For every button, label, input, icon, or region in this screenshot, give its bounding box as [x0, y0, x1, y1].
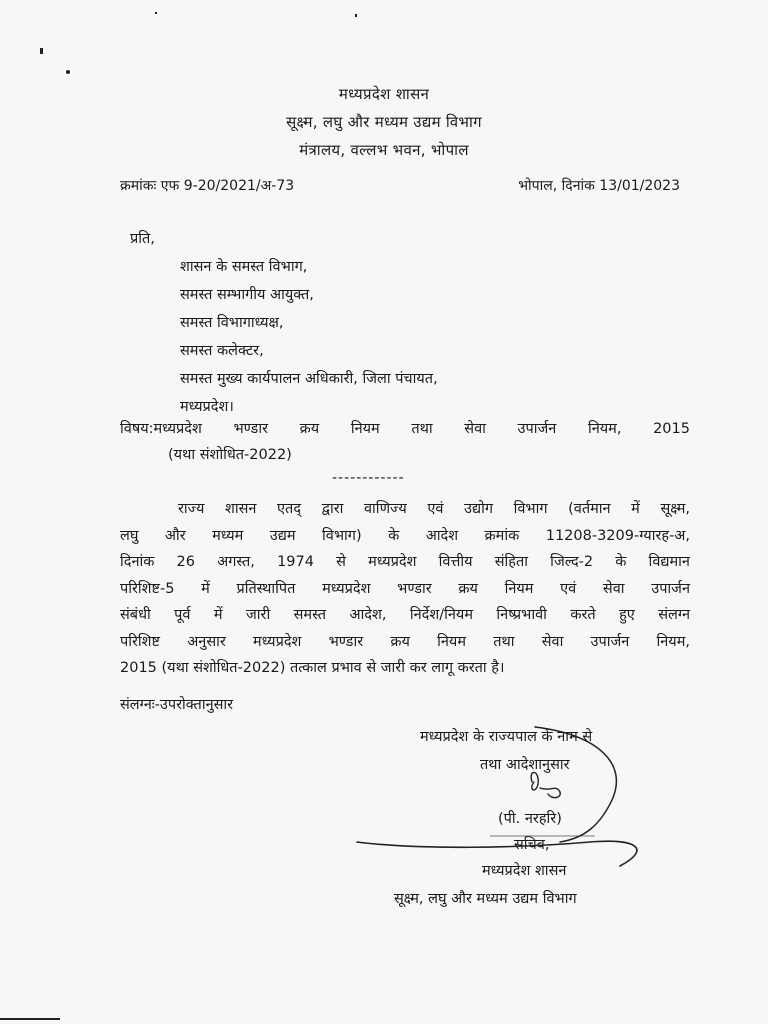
scan-speck [355, 14, 357, 17]
scan-speck [40, 48, 43, 54]
header-government: मध्यप्रदेश शासन [338, 85, 430, 103]
recipient-item: समस्त मुख्य कार्यपालन अधिकारी, जिला पंचायत, [180, 371, 438, 387]
scan-speck [155, 12, 157, 14]
signatory-office: मध्यप्रदेश शासन [482, 863, 567, 879]
recipient-list [180, 253, 438, 421]
recipient-item: समस्त कलेक्टर, [180, 343, 264, 359]
body-line: परिशिष्ट-5 में प्रतिस्थापित मध्यप्रदेश भण्डार क्रय नियम एवं सेवा उपार्जन [120, 580, 690, 597]
subject-amendment: (यथा संशोधित-2022) [168, 447, 292, 463]
body-line: लघु और मध्यम उद्यम विभाग) के आदेश क्रमांक 11208-3209-ग्यारह-अ, [120, 527, 690, 544]
subject-line: विषय:मध्यप्रदेश भण्डार क्रय नियम तथा सेवा उपार्जन नियम, 2015 [120, 421, 690, 437]
enclosure-note: संलग्नः-उपरोक्तानुसार [120, 697, 234, 713]
divider: ------------ [332, 470, 405, 486]
signatory-name: (पी. नरहरि) [498, 811, 562, 827]
recipient-item: मध्यप्रदेश। [180, 399, 234, 415]
body-line: राज्य शासन एतद् द्वारा वाणिज्य एवं उद्योग विभाग (वर्तमान में सूक्ष्म, [178, 501, 690, 517]
signature-order: तथा आदेशानुसार [480, 757, 570, 773]
letter-header [0, 80, 768, 164]
recipient-item: समस्त विभागाध्यक्ष, [180, 315, 284, 331]
body-line: परिशिष्ट अनुसार मध्यप्रदेश भण्डार क्रय नियम तथा सेवा उपार्जन नियम, [120, 633, 690, 650]
header-address: मंत्रालय, वल्लभ भवन, भोपाल [299, 141, 469, 159]
subject [120, 416, 690, 468]
letter-body [120, 496, 690, 682]
recipient-item: समस्त सम्भागीय आयुक्त, [180, 287, 314, 303]
to-label: प्रति, [130, 231, 155, 247]
signature-authority: मध्यप्रदेश के राज्यपाल के नाम से [420, 729, 593, 745]
scan-edge [0, 1018, 60, 1020]
reference-date: भोपाल, दिनांक 13/01/2023 [518, 178, 680, 194]
recipient-item: शासन के समस्त विभाग, [180, 259, 308, 275]
scan-speck [66, 70, 70, 74]
body-line: दिनांक 26 अगस्त, 1974 से मध्यप्रदेश वित्तीय संहिता जिल्द-2 के विद्यमान [120, 554, 690, 570]
body-line: संबंधी पूर्व में जारी समस्त आदेश, निर्देश/नियम निष्प्रभावी करते हुए संलग्न [120, 607, 690, 623]
signatory-department: सूक्ष्म, लघु और मध्यम उद्यम विभाग [394, 891, 577, 907]
header-department: सूक्ष्म, लघु और मध्यम उद्यम विभाग [286, 113, 482, 131]
signatory-designation: सचिव, [514, 837, 550, 853]
reference-number: क्रमांकः एफ 9-20/2021/अ-73 [120, 178, 295, 194]
body-line: 2015 (यथा संशोधित-2022) तत्काल प्रभाव से जारी कर लागू करता है। [120, 660, 505, 676]
